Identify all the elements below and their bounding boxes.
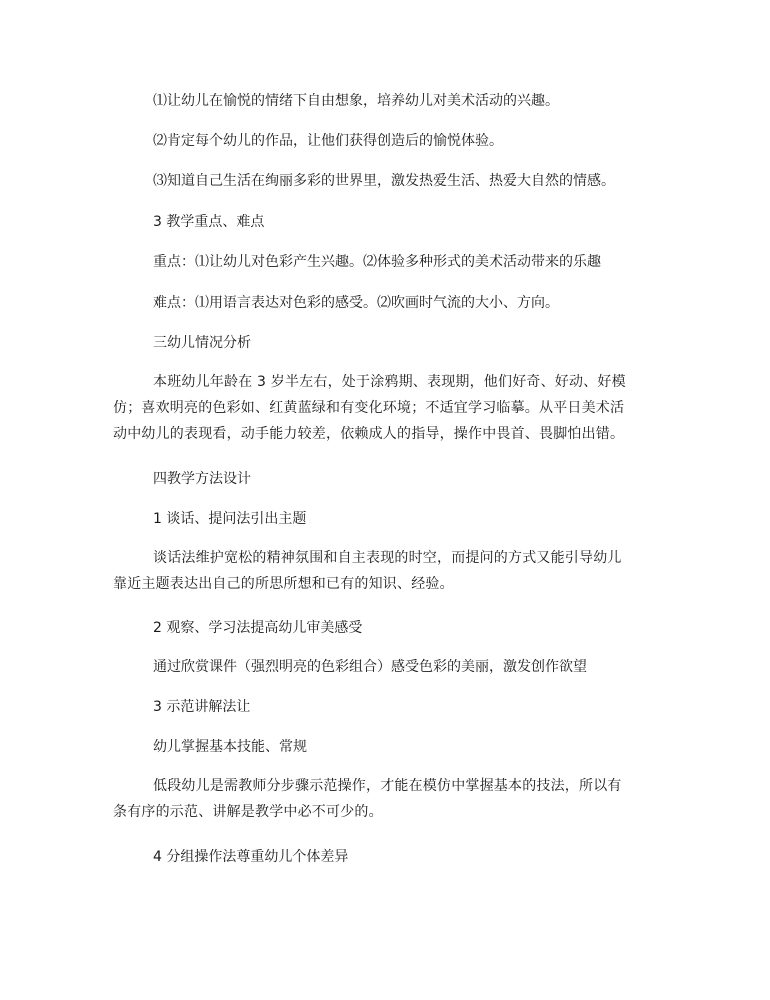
method-2-paragraph: 通过欣赏课件（强烈明亮的色彩组合）感受色彩的美丽，激发创作欲望: [153, 659, 587, 675]
difficult-points: 难点：⑴用语言表达对色彩的感受。⑵吹画时气流的大小、方向。: [153, 295, 559, 311]
objective-3: ⑶知道自己生活在绚丽多彩的世界里，激发热爱生活、热爱大自然的情感。: [153, 173, 615, 189]
section-heading-key-points: 3 教学重点、难点: [153, 214, 265, 230]
method-3-continuation: 幼儿掌握基本技能、常规: [153, 739, 307, 755]
child-analysis-paragraph: 本班幼儿年龄在 3 岁半左右，处于涂鸦期、表现期，他们好奇、好动、好模仿；喜欢明亮的色彩如、红黄蓝绿和有变化环境；不适宜学习临摹。从平日美术活动中幼儿的表现看，动手能力较差，依赖成人的指导，操作中畏首、畏脚怕出错。: [113, 374, 626, 442]
method-2-title: 2 观察、学习法提高幼儿审美感受: [153, 620, 363, 636]
method-4-title: 4 分组操作法尊重幼儿个体差异: [153, 849, 349, 865]
method-1-paragraph: 谈话法维护宽松的精神氛围和自主表现的时空，而提问的方式又能引导幼儿靠近主题表达出自己的所思所想和已有的知识、经验。: [113, 550, 622, 592]
objective-1: ⑴让幼儿在愉悦的情绪下自由想象，培养幼儿对美术活动的兴趣。: [153, 93, 559, 109]
method-1-title: 1 谈话、提问法引出主题: [153, 511, 307, 527]
key-points: 重点：⑴让幼儿对色彩产生兴趣。⑵体验多种形式的美术活动带来的乐趣: [153, 254, 601, 270]
section-heading-teaching-methods: 四教学方法设计: [153, 471, 251, 487]
objective-2: ⑵肯定每个幼儿的作品，让他们获得创造后的愉悦体验。: [153, 133, 503, 149]
method-3-title: 3 示范讲解法让: [153, 699, 251, 715]
method-3-paragraph: 低段幼儿是需教师分步骤示范操作，才能在模仿中掌握基本的技法，所以有条有序的示范、讲解是教学中必不可少的。: [113, 778, 622, 820]
section-heading-child-analysis: 三幼儿情况分析: [153, 335, 251, 351]
